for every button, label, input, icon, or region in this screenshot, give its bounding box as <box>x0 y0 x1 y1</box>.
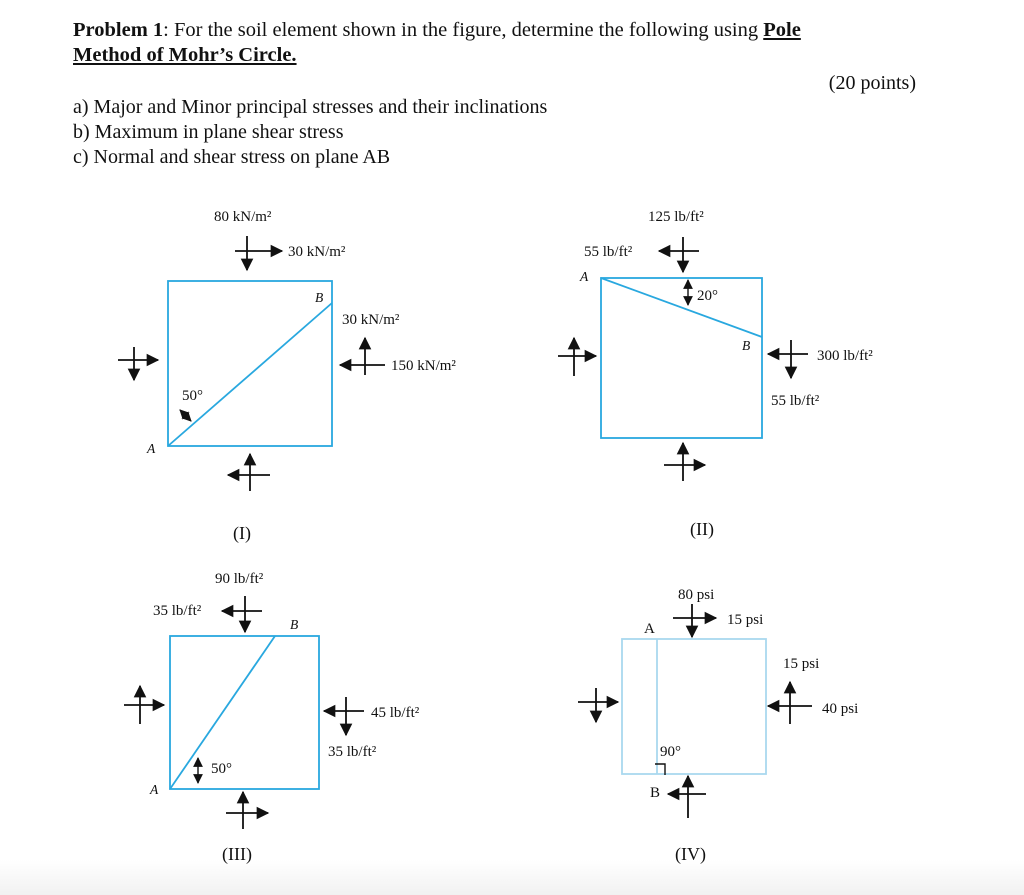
top-stress-arrows-2 <box>659 237 699 272</box>
right-shear-stress-4: 15 psi <box>783 656 820 672</box>
question-a: a) Major and Minor principal stresses and their inclinations <box>73 96 548 118</box>
question-b: b) Maximum in plane shear stress <box>73 121 344 143</box>
problem-text: : For the soil element shown in the figure, determine the following using <box>163 19 764 41</box>
top-stress-arrows-3 <box>222 596 262 632</box>
top-shear-stress-3: 35 lb/ft² <box>153 603 202 619</box>
method-name-part1: Pole <box>763 19 801 41</box>
angle-label-2: 20° <box>697 288 718 304</box>
left-stress-arrows-3 <box>124 686 164 724</box>
top-normal-stress-4: 80 psi <box>678 587 715 603</box>
top-normal-stress-1: 80 kN/m² <box>214 209 272 225</box>
right-stress-arrows-2 <box>768 340 808 378</box>
points-label: (20 points) <box>828 72 916 94</box>
right-shear-stress-3: 35 lb/ft² <box>328 744 377 760</box>
figure-3 <box>124 571 420 865</box>
right-stress-arrows-1 <box>340 338 385 375</box>
right-normal-stress-1: 150 kN/m² <box>391 358 456 374</box>
angle-arrow-1 <box>180 410 191 421</box>
soil-element-3 <box>170 636 319 789</box>
angle-label-1: 50° <box>182 388 203 404</box>
figure-4 <box>578 587 858 865</box>
point-b-3: B <box>290 617 299 632</box>
left-stress-arrows-2 <box>558 338 596 376</box>
bottom-stress-arrows-1 <box>228 454 270 491</box>
right-shear-stress-1: 30 kN/m² <box>342 312 400 328</box>
top-stress-arrows-1 <box>235 236 282 270</box>
point-a-1: A <box>147 441 156 456</box>
left-stress-arrows-4 <box>578 688 618 722</box>
point-b-1: B <box>315 290 324 305</box>
figure-2 <box>558 209 873 540</box>
caption-3: (III) <box>222 844 252 864</box>
point-a-3: A <box>150 782 159 797</box>
left-stress-arrows-1 <box>118 347 158 380</box>
point-a-2: A <box>580 269 589 284</box>
figure-1 <box>118 209 456 544</box>
point-a-4: A <box>644 621 655 637</box>
bottom-stress-arrows-2 <box>664 443 705 481</box>
problem-label: Problem 1 <box>73 19 164 41</box>
point-b-4: B <box>650 785 661 801</box>
top-stress-arrows-4 <box>673 604 716 637</box>
soil-element-1 <box>168 281 332 446</box>
top-normal-stress-2: 125 lb/ft² <box>648 209 704 225</box>
question-c: c) Normal and shear stress on plane AB <box>73 146 391 168</box>
bottom-stress-arrows-3 <box>226 792 268 829</box>
right-normal-stress-4: 40 psi <box>822 701 859 717</box>
right-stress-arrows-3 <box>324 697 364 735</box>
caption-1: (I) <box>233 523 251 543</box>
top-shear-stress-2: 55 lb/ft² <box>584 244 633 260</box>
plane-ab-2 <box>601 278 762 337</box>
top-normal-stress-3: 90 lb/ft² <box>215 571 264 587</box>
method-name-part2: Method of Mohr’s Circle. <box>73 44 297 66</box>
caption-4: (IV) <box>675 844 706 864</box>
right-normal-stress-3: 45 lb/ft² <box>371 705 420 721</box>
caption-2: (II) <box>690 519 714 539</box>
right-normal-stress-2: 300 lb/ft² <box>817 348 873 364</box>
soil-element-4 <box>622 639 766 774</box>
top-shear-stress-4: 15 psi <box>727 612 764 628</box>
angle-label-4: 90° <box>660 744 681 760</box>
plane-ab-1 <box>168 303 332 446</box>
right-shear-stress-2: 55 lb/ft² <box>771 393 820 409</box>
point-b-2: B <box>742 338 751 353</box>
soil-element-2 <box>601 278 762 438</box>
right-stress-arrows-4 <box>768 682 812 724</box>
bottom-stress-arrows-4 <box>668 776 706 818</box>
top-shear-stress-1: 30 kN/m² <box>288 244 346 260</box>
angle-label-3: 50° <box>211 761 232 777</box>
